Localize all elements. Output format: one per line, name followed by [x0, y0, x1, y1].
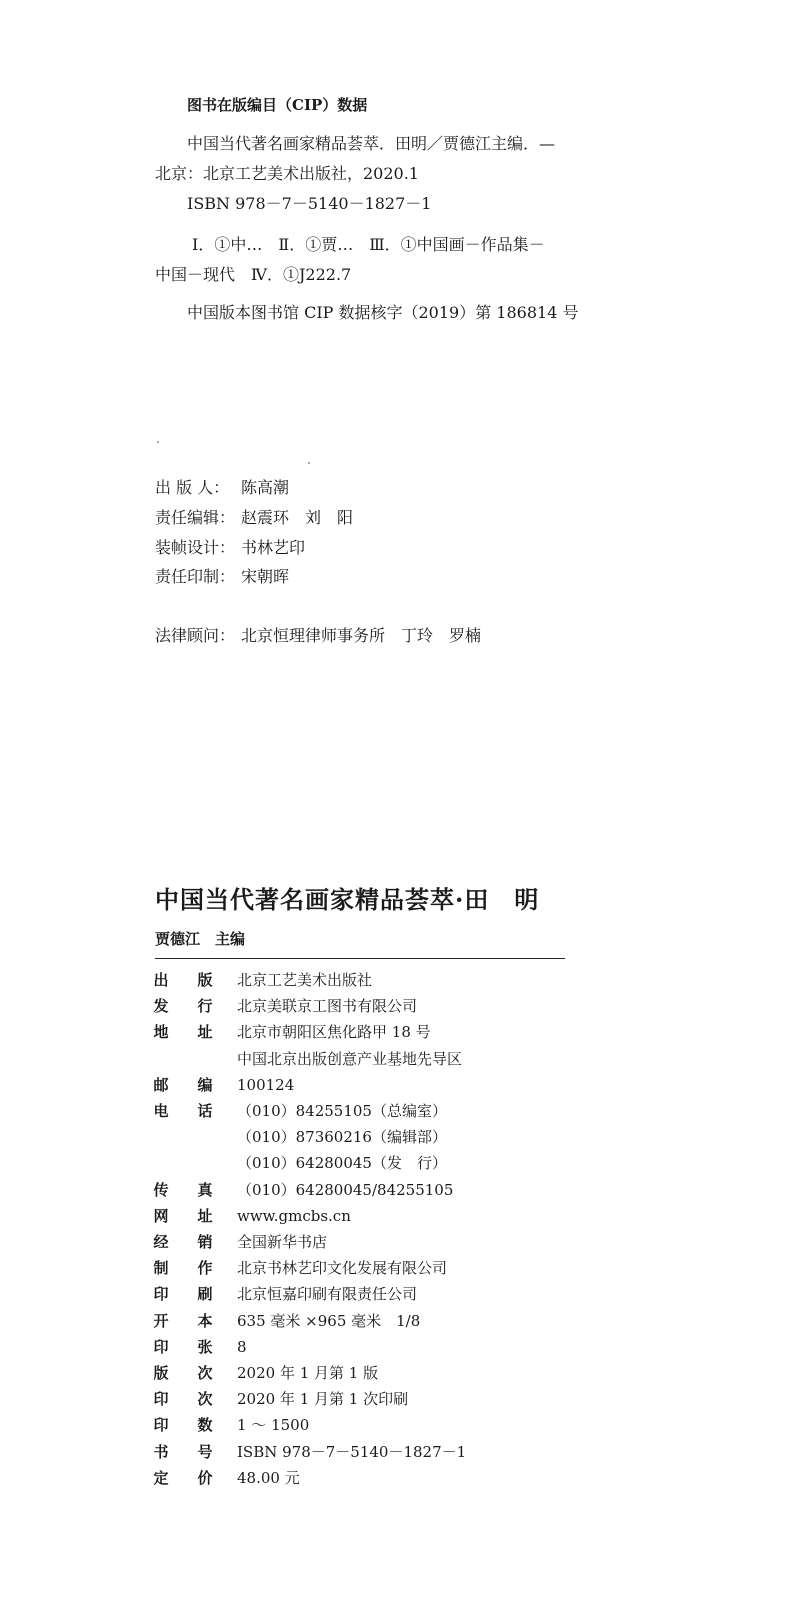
info-key [150, 1412, 232, 1438]
info-key-char: 邮 [153, 1075, 169, 1094]
info-key-char: 开 [153, 1311, 169, 1330]
staff-label: 法律顾问： [155, 626, 236, 645]
publication-info [150, 967, 590, 1491]
info-key-char: 地 [153, 1023, 169, 1042]
staff-value: 北京恒理律师事务所 丁玲 罗楠 [241, 626, 482, 645]
info-key-char [194, 1046, 216, 1072]
staff-row-editor [155, 508, 353, 528]
staff-value: 赵震环 刘 阳 [241, 508, 354, 527]
info-key [150, 967, 232, 993]
info-key-char [194, 1124, 216, 1150]
cip-isbn: ISBN 978－7－5140－1827－1 [187, 194, 432, 213]
info-row [150, 1281, 590, 1307]
info-key [150, 1439, 232, 1465]
info-key-char: 传 [153, 1180, 169, 1199]
info-key [150, 1465, 232, 1491]
info-value: www.gmcbs.cn [237, 1206, 351, 1225]
info-value: 635 毫米 ×965 毫米 1/8 [237, 1311, 421, 1330]
info-value: 中国北京出版创意产业基地先导区 [237, 1049, 463, 1068]
info-key-char: 版 [153, 1364, 169, 1383]
info-value: （010）64280045/84255105 [237, 1180, 454, 1199]
info-key-char: 价 [197, 1468, 213, 1487]
staff-value: 宋朝晖 [241, 567, 290, 586]
info-key-char [194, 1150, 216, 1176]
info-row [150, 1019, 590, 1045]
info-key-char: 印 [153, 1390, 169, 1409]
info-row [150, 1465, 590, 1491]
info-value: 北京书林艺印文化发展有限公司 [237, 1259, 448, 1278]
info-key [150, 1229, 232, 1255]
info-value: 2020 年 1 月第 1 版 [237, 1364, 379, 1383]
info-key-char: 版 [197, 971, 213, 989]
info-row [150, 1150, 590, 1176]
info-value: （010）64280045（发 行） [237, 1154, 447, 1173]
info-key-char: 印 [153, 1416, 169, 1435]
info-key-char: 出 [153, 971, 169, 989]
info-row [150, 1229, 590, 1255]
info-key [150, 1150, 232, 1176]
info-key-char [150, 1046, 172, 1072]
info-value: 1 ～ 1500 [237, 1416, 310, 1435]
info-key-char: 话 [197, 1102, 213, 1121]
info-key [150, 1177, 232, 1203]
info-key-char: 销 [197, 1233, 213, 1252]
info-row [150, 1124, 590, 1150]
info-value: 2020 年 1 月第 1 次印刷 [237, 1390, 409, 1409]
info-key-char: 电 [153, 1102, 169, 1121]
cip-classification: Ⅰ．①中… Ⅱ．①贾… Ⅲ．①中国画－作品集－ [192, 235, 545, 254]
info-key-char: 址 [197, 1023, 213, 1042]
info-key [150, 1281, 232, 1307]
info-row [150, 1308, 590, 1334]
divider [155, 958, 565, 959]
info-key-char: 印 [153, 1285, 169, 1304]
info-key-char: 数 [197, 1416, 213, 1435]
info-row [150, 1412, 590, 1438]
info-key-char: 刷 [197, 1285, 213, 1304]
info-key-char: 号 [197, 1442, 213, 1461]
info-key-char [150, 1150, 172, 1176]
info-value: （010）87360216（编辑部） [237, 1128, 447, 1147]
staff-row-printing [155, 567, 289, 587]
info-key-char: 网 [153, 1206, 169, 1225]
info-value: 100124 [237, 1075, 295, 1094]
staff-row-design [155, 538, 305, 558]
info-key-char: 真 [197, 1180, 213, 1199]
info-key-char: 定 [153, 1468, 169, 1487]
book-title: 中国当代著名画家精品荟萃·田 明 [155, 885, 540, 914]
info-row [150, 1098, 590, 1124]
info-key-char: 印 [153, 1337, 169, 1356]
info-row [150, 993, 590, 1019]
book-editor: 贾德江 主编 [155, 930, 246, 948]
info-row [150, 1334, 590, 1360]
info-key-char: 编 [197, 1075, 213, 1094]
cip-record-number: 中国版本图书馆 CIP 数据核字（2019）第 186814 号 [187, 303, 579, 322]
staff-label: 出 版 人： [155, 478, 230, 497]
info-row [150, 1255, 590, 1281]
info-row [150, 1177, 590, 1203]
info-key [150, 1046, 232, 1072]
scan-speck [308, 462, 310, 464]
info-value: 北京美联京工图书有限公司 [237, 997, 418, 1016]
info-value: 8 [237, 1337, 247, 1356]
staff-row-publisher [155, 478, 289, 498]
staff-row-legal [155, 626, 481, 646]
info-value: （010）84255105（总编室） [237, 1102, 447, 1121]
info-key [150, 1360, 232, 1386]
info-row [150, 1203, 590, 1229]
staff-value: 陈高潮 [241, 478, 290, 497]
info-value: 全国新华书店 [237, 1233, 328, 1252]
info-row [150, 967, 590, 993]
info-key [150, 1019, 232, 1045]
info-key-char: 次 [197, 1390, 213, 1409]
scan-speck [157, 441, 159, 443]
info-key-char: 行 [197, 997, 213, 1016]
info-row [150, 1046, 590, 1072]
cip-line: 中国当代著名画家精品荟萃．田明／贾德江主编．— [187, 134, 556, 153]
cip-classification: 中国－现代 Ⅳ．①J222.7 [155, 265, 352, 284]
info-key [150, 1255, 232, 1281]
info-row [150, 1360, 590, 1386]
cip-heading: 图书在版编目（CIP）数据 [187, 96, 368, 114]
info-value: 北京恒嘉印刷有限责任公司 [237, 1285, 418, 1304]
info-key-char: 本 [197, 1311, 213, 1330]
staff-label: 装帧设计： [155, 538, 236, 557]
info-key-char [150, 1124, 172, 1150]
info-key [150, 1308, 232, 1334]
cip-line: 北京：北京工艺美术出版社，2020.1 [155, 164, 419, 183]
info-key-char: 作 [197, 1259, 213, 1278]
info-key [150, 1072, 232, 1098]
info-key [150, 1386, 232, 1412]
info-row [150, 1386, 590, 1412]
info-value: 北京市朝阳区焦化路甲 18 号 [237, 1023, 431, 1042]
info-key-char: 发 [153, 997, 169, 1016]
info-row [150, 1072, 590, 1098]
info-key-char: 张 [197, 1337, 213, 1356]
info-key [150, 1124, 232, 1150]
info-key-char: 书 [153, 1442, 169, 1461]
staff-value: 书林艺印 [241, 538, 306, 557]
staff-label: 责任印制： [155, 567, 236, 586]
info-value: 48.00 元 [237, 1468, 300, 1487]
info-key-char: 制 [153, 1259, 169, 1278]
info-key-char: 次 [197, 1364, 213, 1383]
info-key-char: 经 [153, 1233, 169, 1252]
info-key [150, 1334, 232, 1360]
info-key [150, 993, 232, 1019]
staff-label: 责任编辑： [155, 508, 236, 527]
info-key [150, 1098, 232, 1124]
info-key-char: 址 [197, 1206, 213, 1225]
info-row [150, 1439, 590, 1465]
info-value: ISBN 978－7－5140－1827－1 [237, 1442, 467, 1461]
info-value: 北京工艺美术出版社 [237, 971, 373, 989]
info-key [150, 1203, 232, 1229]
